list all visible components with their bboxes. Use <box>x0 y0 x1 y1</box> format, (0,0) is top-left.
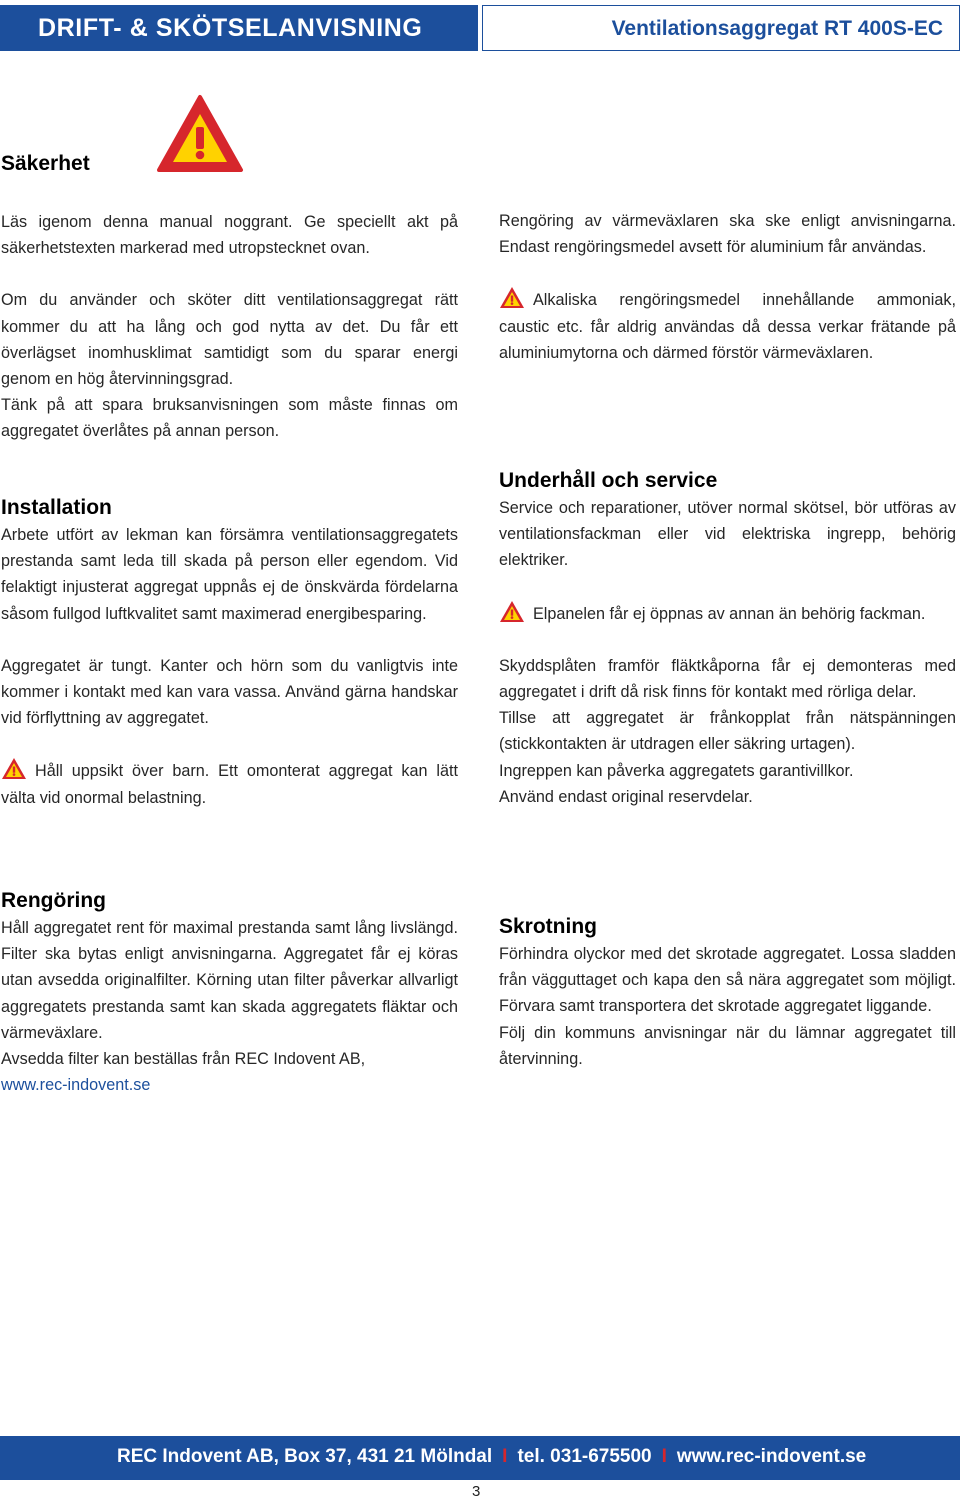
maintenance-paragraph: Ingreppen kan påverka aggregatets garantivillkor. <box>499 761 854 780</box>
cleaning-heading: Rengöring <box>1 889 106 912</box>
warning-triangle-icon <box>156 94 244 174</box>
product-name: Ventilationsaggregat RT 400S-EC <box>611 17 943 40</box>
disposal-heading: Skrotning <box>499 915 597 938</box>
disposal-paragraph: Förhindra olyckor med det skrotade aggregatet. Lossa sladden från vägguttaget och kapa den så nära aggregatet som möjligt. Förvara samt transportera det skrotade aggregatet liggande. <box>499 945 956 1016</box>
installation-paragraph: Aggregatet är tungt. Kanter och hörn som du vanligtvis inte kommer i kontakt med kan vara vassa. Använd gärna handskar vid förflyttning av aggregatet. <box>1 656 458 728</box>
footer-phone: tel. 031-675500 <box>517 1446 652 1467</box>
website-link[interactable]: www.rec-indovent.se <box>1 1076 151 1095</box>
safety-section <box>1 209 458 445</box>
cleaning-paragraph: Rengöring av värmeväxlaren ska ske enligt anvisningarna. Endast rengöringsmedel avsett för aluminium får användas. <box>499 212 956 257</box>
warning-triangle-icon <box>1 757 27 780</box>
installation-paragraph: Arbete utfört av lekman kan försämra ventilationsaggregatets prestanda samt leda till skada på person eller egendom. Vid felaktigt injusterat aggregat uppnås ej de önskvärda fördelarna såsom fullgod luftkvalitet samt maximerad energibesparing. <box>1 526 458 623</box>
cleaning-section <box>1 887 458 1098</box>
safety-paragraph: Läs igenom denna manual noggrant. Ge speciellt akt på säkerhetstexten markerad med utropstecknet ovan. <box>1 213 458 258</box>
cleaning-warning <box>499 286 956 366</box>
maintenance-paragraph: Skyddsplåten framför fläktkåporna får ej demonteras med aggregatet i drift då risk finns för kontakt med rörliga delar. <box>499 656 956 702</box>
maintenance-warning-text: Elpanelen får ej öppnas av annan än behörig fackman. <box>533 604 926 623</box>
warning-triangle-icon <box>499 286 525 309</box>
maintenance-paragraph: Service och reparationer, utöver normal skötsel, bör utföras av ventilationsfackman eller vid elektriska ingrepp, behörig elektriker. <box>499 499 956 570</box>
footer-company: REC Indovent AB, Box 37, 431 21 Mölndal <box>117 1446 493 1467</box>
cleaning-paragraph: Håll aggregatet rent för maximal prestanda samt lång livslängd. Filter ska bytas enligt anvisningarna. Aggregatet får ej köras utan avsedda originalfilter. Körning utan filter påverkar allvarligt aggregatets prestanda samt kan skada aggregatets fläktar och värmeväxlare. <box>1 919 458 1042</box>
page-number: 3 <box>472 1483 481 1499</box>
installation-section <box>1 494 458 811</box>
installation-heading: Installation <box>1 496 112 519</box>
maintenance-paragraph: Tillse att aggregatet är frånkopplat från nätspänningen (stickkontakten är utdragen eller säkring urtagen). <box>499 709 956 754</box>
maintenance-heading: Underhåll och service <box>499 469 718 492</box>
warning-triangle-icon <box>499 600 525 623</box>
footer-website[interactable]: www.rec-indovent.se <box>676 1446 867 1467</box>
safety-paragraph: Tänk på att spara bruksanvisningen som måste finnas om aggregatet överlåtes på annan person. <box>1 396 458 441</box>
cleaning-continued-section <box>499 208 956 366</box>
header-product-bar <box>482 5 960 51</box>
installation-warning-text: Håll uppsikt över barn. Ett omonterat aggregat kan lätt välta vid onormal belastning. <box>1 762 458 807</box>
footer-bar <box>0 1436 960 1480</box>
header-title-bar <box>0 5 478 51</box>
disposal-section <box>499 913 956 1072</box>
disposal-paragraph: Följ din kommuns anvisningar när du lämnar aggregatet till återvinning. <box>499 1023 956 1068</box>
installation-warning <box>1 757 458 810</box>
footer-separator: I <box>661 1446 667 1467</box>
maintenance-warning <box>499 600 956 627</box>
cleaning-warning-text: Alkaliska rengöringsmedel innehållande ammoniak, caustic etc. får aldrig användas då dessa verkar frätande på aluminiumytorna och därmed förstör värmeväxlaren. <box>499 291 956 362</box>
safety-paragraph: Om du använder och sköter ditt ventilationsaggregat rätt kommer du att ha lång och god nytta av det. Du får ett överlägset inomhusklimat samtidigt som du sparar energi genom en hög återvinningsgrad. <box>1 291 458 389</box>
footer-separator: I <box>502 1446 508 1467</box>
maintenance-paragraph: Använd endast original reservdelar. <box>499 787 753 806</box>
safety-heading: Säkerhet <box>1 152 90 175</box>
document-title: DRIFT- & SKÖTSELANVISNING <box>38 14 423 42</box>
maintenance-section <box>499 467 956 810</box>
cleaning-paragraph: Avsedda filter kan beställas från REC Indovent AB, <box>1 1050 366 1069</box>
footer-contact <box>117 1446 866 1468</box>
